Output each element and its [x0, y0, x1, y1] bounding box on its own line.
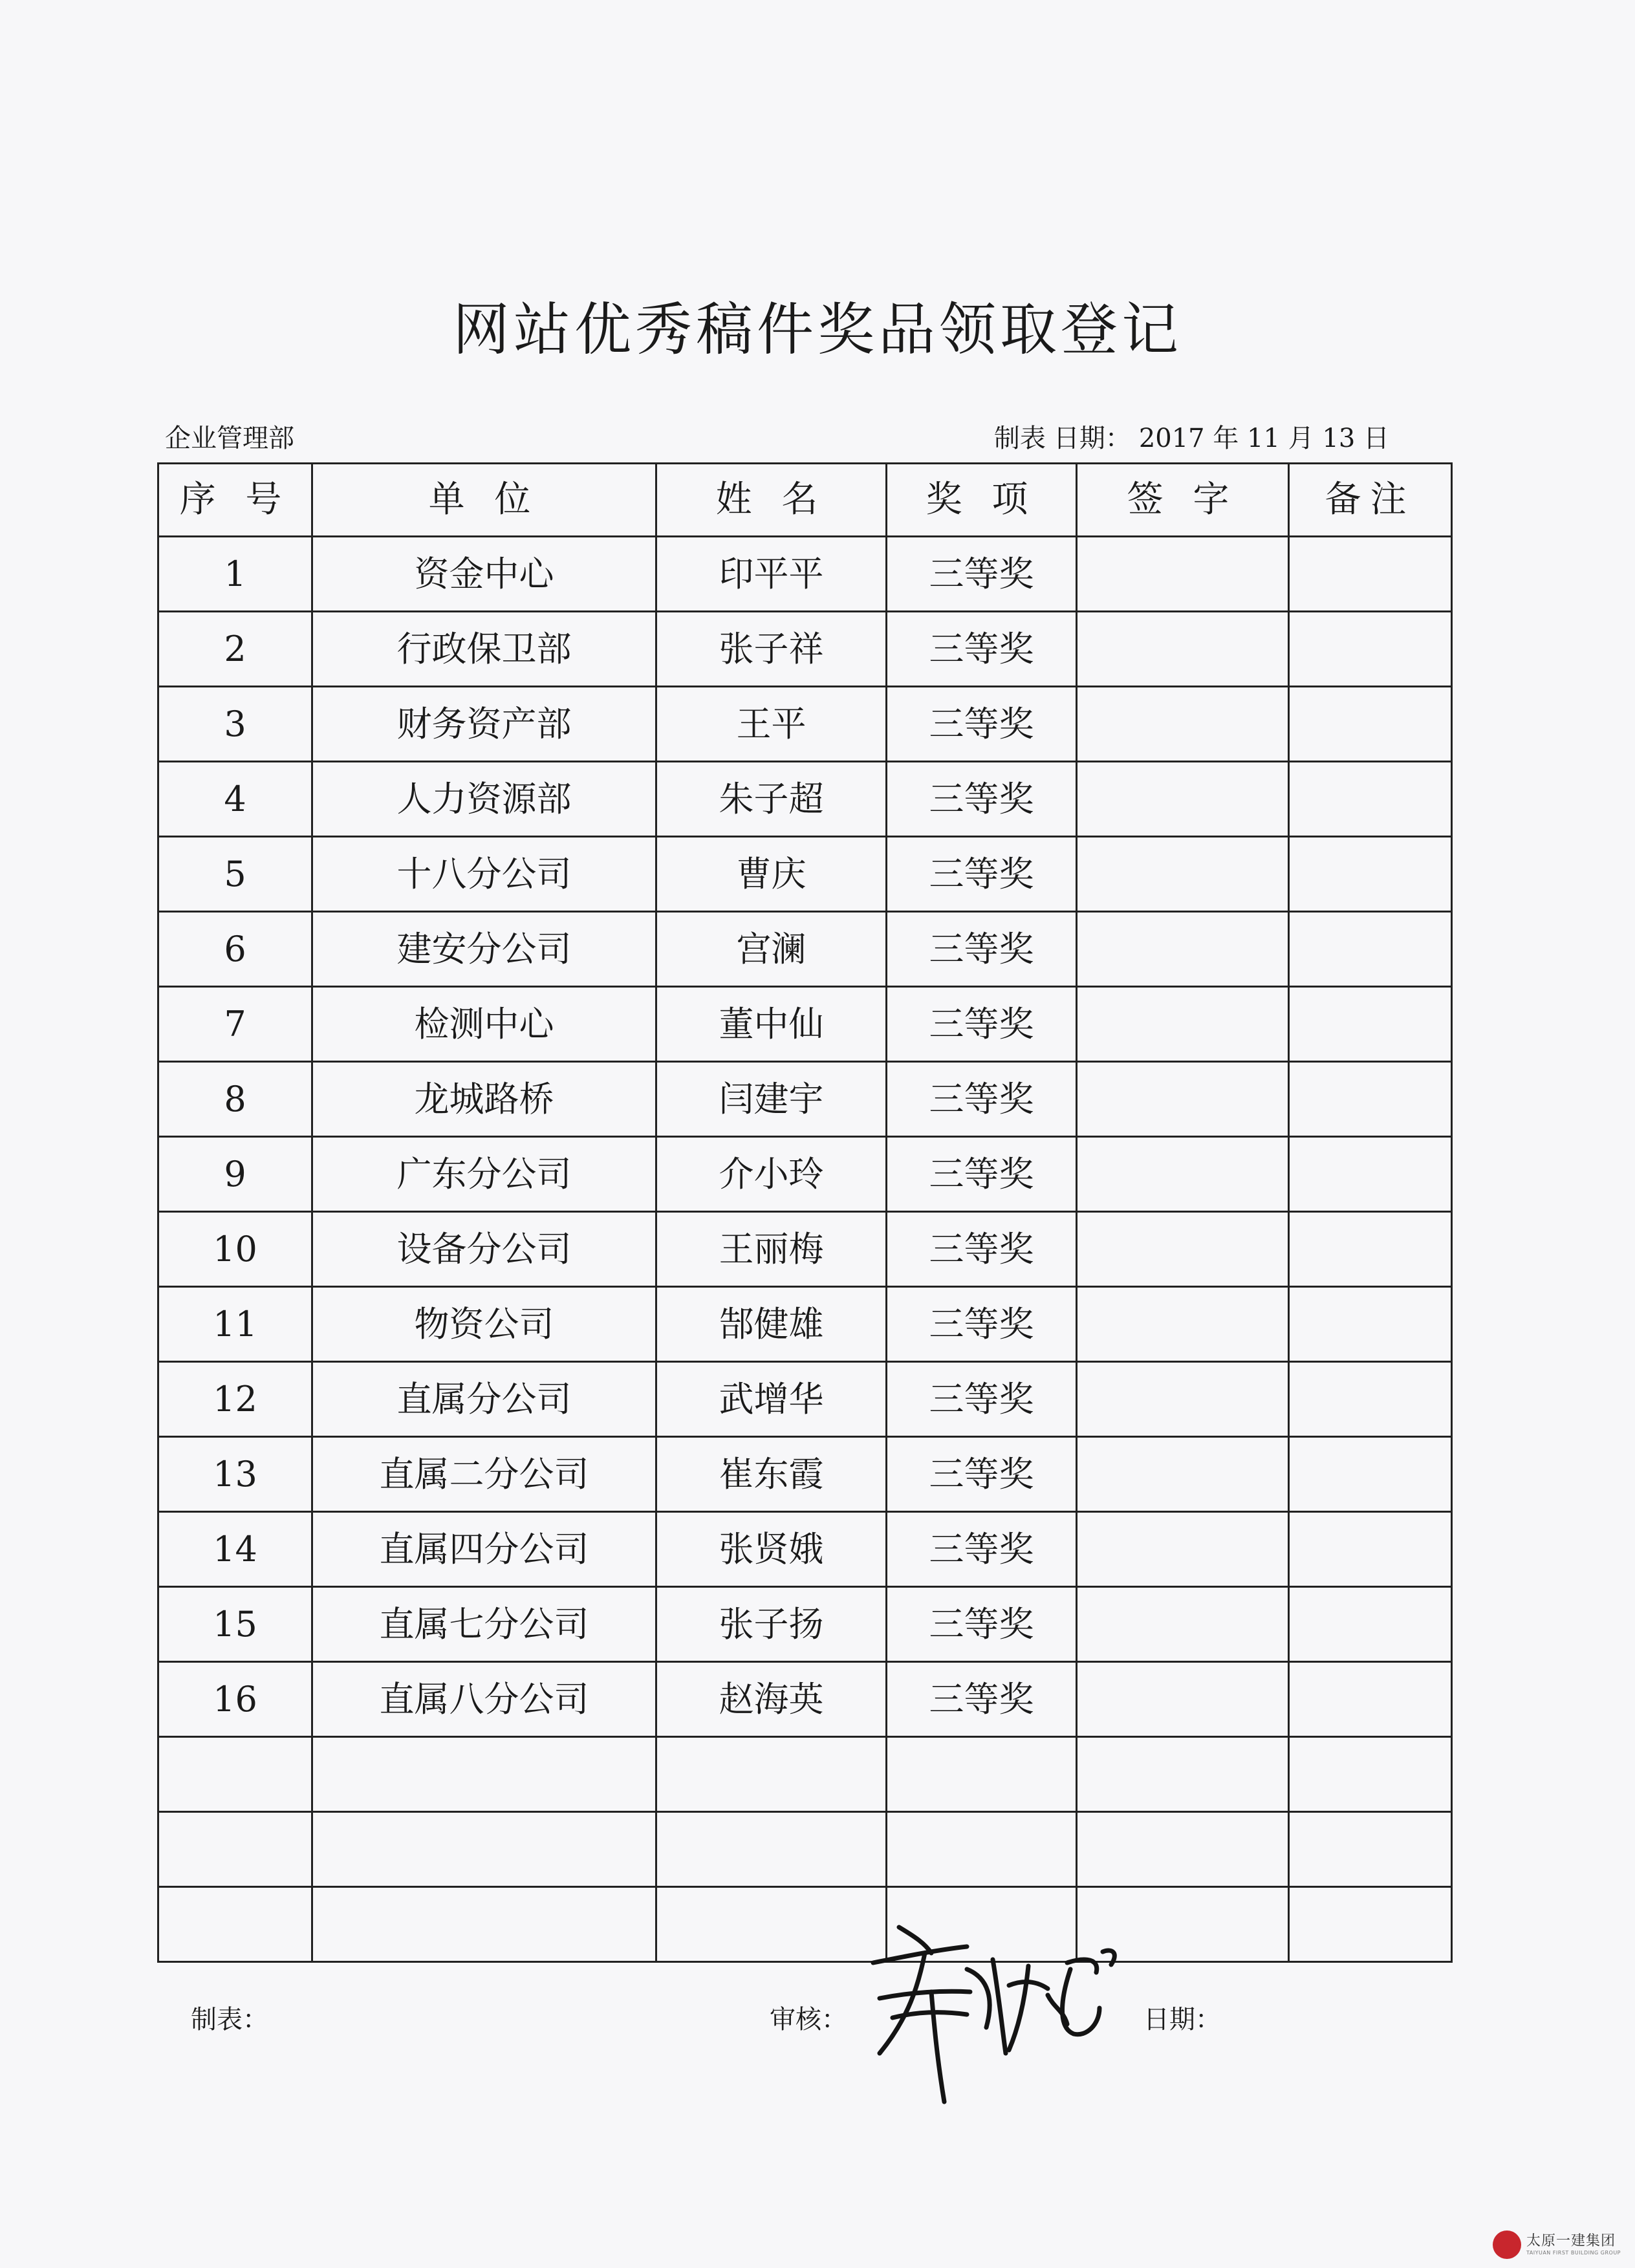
cell-award: 三等奖: [887, 1362, 1077, 1437]
cell-no: 12: [158, 1362, 312, 1437]
cell-unit: [312, 1812, 656, 1887]
cell-unit: 直属四分公司: [312, 1512, 656, 1587]
cell-no: 1: [158, 537, 312, 612]
cell-name: 董中仙: [656, 987, 887, 1062]
cell-no: 3: [158, 687, 312, 762]
cell-award: 三等奖: [887, 1587, 1077, 1662]
cell-note: [1289, 1212, 1452, 1287]
cell-name: 朱子超: [656, 762, 887, 837]
header-signature: 签 字: [1077, 464, 1289, 537]
cell-no: 2: [158, 612, 312, 687]
cell-no: 4: [158, 762, 312, 837]
cell-signature: [1077, 1137, 1289, 1212]
cell-signature: [1077, 537, 1289, 612]
cell-signature: [1077, 612, 1289, 687]
cell-note: [1289, 612, 1452, 687]
header-no: 序 号: [158, 464, 312, 537]
cell-no: 15: [158, 1587, 312, 1662]
footer-reviewer-label: 审核：: [770, 2005, 847, 2035]
table-row: [158, 1887, 1452, 1962]
cell-unit: 广东分公司: [312, 1137, 656, 1212]
cell-award: 三等奖: [887, 537, 1077, 612]
date-line-maker-label: 制表: [993, 424, 1046, 453]
cell-award: 三等奖: [887, 762, 1077, 837]
cell-name: 宫澜: [656, 912, 887, 987]
cell-name: 介小玲: [656, 1137, 887, 1212]
table-row: [158, 1362, 1452, 1437]
cell-signature: [1077, 687, 1289, 762]
cell-signature: [1077, 762, 1289, 837]
cell-signature: [1077, 1212, 1289, 1287]
cell-unit: 直属分公司: [312, 1362, 656, 1437]
cell-award: 三等奖: [887, 987, 1077, 1062]
cell-unit: 直属八分公司: [312, 1662, 656, 1737]
cell-note: [1289, 1137, 1452, 1212]
table-row: [158, 987, 1452, 1062]
cell-unit: 资金中心: [312, 537, 656, 612]
header-name: 姓 名: [656, 464, 887, 537]
cell-award: 三等奖: [887, 912, 1077, 987]
cell-signature: [1077, 1512, 1289, 1587]
cell-note: [1289, 837, 1452, 912]
cell-award: 三等奖: [887, 1137, 1077, 1212]
cell-name: 王平: [656, 687, 887, 762]
cell-name: 赵海英: [656, 1662, 887, 1737]
header-note: 备注: [1289, 464, 1452, 537]
table-row: [158, 687, 1452, 762]
cell-name: [656, 1737, 887, 1812]
cell-signature: [1077, 1362, 1289, 1437]
cell-note: [1289, 1437, 1452, 1512]
cell-no: 6: [158, 912, 312, 987]
cell-no: [158, 1887, 312, 1962]
cell-unit: 行政保卫部: [312, 612, 656, 687]
cell-no: 8: [158, 1062, 312, 1137]
cell-no: [158, 1737, 312, 1812]
cell-name: 崔东霞: [656, 1437, 887, 1512]
cell-signature: [1077, 987, 1289, 1062]
cell-award: 三等奖: [887, 1662, 1077, 1737]
cell-signature: [1077, 1812, 1289, 1887]
table-row: [158, 1512, 1452, 1587]
date-line-date-value: 2017 年 11 月 13 日: [1138, 424, 1389, 453]
register-table: [157, 462, 1453, 1963]
date-line-date-label: 日期：: [1053, 424, 1131, 453]
department-label: 企业管理部: [165, 424, 294, 453]
page-title: 网站优秀稿件奖品领取登记: [452, 296, 1182, 363]
cell-signature: [1077, 1437, 1289, 1512]
cell-award: 三等奖: [887, 837, 1077, 912]
cell-no: 14: [158, 1512, 312, 1587]
cell-note: [1289, 1587, 1452, 1662]
cell-name: 张子扬: [656, 1587, 887, 1662]
logo-name-en: TAIYUAN FIRST BUILDING GROUP: [1526, 2249, 1621, 2256]
cell-no: 13: [158, 1437, 312, 1512]
table-row: [158, 837, 1452, 912]
logo-name-cn: 太原一建集团: [1526, 2232, 1616, 2249]
cell-note: [1289, 912, 1452, 987]
cell-note: [1289, 1287, 1452, 1362]
cell-signature: [1077, 837, 1289, 912]
cell-note: [1289, 1062, 1452, 1137]
cell-signature: [1077, 1062, 1289, 1137]
cell-no: 9: [158, 1137, 312, 1212]
cell-note: [1289, 1737, 1452, 1812]
table-row: [158, 1737, 1452, 1812]
table-header-row: [158, 464, 1452, 537]
table-row: [158, 1287, 1452, 1362]
cell-unit: 直属七分公司: [312, 1587, 656, 1662]
cell-no: 7: [158, 987, 312, 1062]
cell-note: [1289, 687, 1452, 762]
logo-icon: [1493, 2230, 1521, 2259]
header-award: 奖 项: [887, 464, 1077, 537]
cell-note: [1289, 762, 1452, 837]
cell-award: 三等奖: [887, 1437, 1077, 1512]
table-row: [158, 612, 1452, 687]
cell-name: [656, 1812, 887, 1887]
cell-note: [1289, 1662, 1452, 1737]
cell-unit: 检测中心: [312, 987, 656, 1062]
cell-unit: 建安分公司: [312, 912, 656, 987]
cell-signature: [1077, 1662, 1289, 1737]
footer-date-label: 日期：: [1143, 2005, 1221, 2035]
cell-note: [1289, 987, 1452, 1062]
cell-no: 10: [158, 1212, 312, 1287]
table-row: [158, 912, 1452, 987]
cell-unit: 人力资源部: [312, 762, 656, 837]
cell-name: 张贤娥: [656, 1512, 887, 1587]
cell-note: [1289, 1812, 1452, 1887]
cell-award: [887, 1737, 1077, 1812]
cell-unit: 财务资产部: [312, 687, 656, 762]
cell-unit: 十八分公司: [312, 837, 656, 912]
cell-name: 张子祥: [656, 612, 887, 687]
cell-award: 三等奖: [887, 1512, 1077, 1587]
cell-unit: [312, 1887, 656, 1962]
cell-note: [1289, 1362, 1452, 1437]
cell-award: [887, 1812, 1077, 1887]
cell-unit: [312, 1737, 656, 1812]
table-row: [158, 762, 1452, 837]
table-row: [158, 1062, 1452, 1137]
cell-name: 郜健雄: [656, 1287, 887, 1362]
footer-maker-label: 制表：: [191, 2005, 268, 2035]
company-logo: [1493, 2230, 1621, 2259]
cell-unit: 物资公司: [312, 1287, 656, 1362]
table-row: [158, 1212, 1452, 1287]
table-row: [158, 1662, 1452, 1737]
cell-name: 曹庆: [656, 837, 887, 912]
cell-name: 闫建宇: [656, 1062, 887, 1137]
table-row: [158, 1137, 1452, 1212]
cell-note: [1289, 1887, 1452, 1962]
cell-signature: [1077, 1587, 1289, 1662]
cell-award: 三等奖: [887, 1212, 1077, 1287]
reviewer-signature: [854, 1914, 1125, 2108]
table-row: [158, 1437, 1452, 1512]
cell-note: [1289, 537, 1452, 612]
cell-no: 5: [158, 837, 312, 912]
cell-signature: [1077, 912, 1289, 987]
cell-signature: [1077, 1737, 1289, 1812]
table-row: [158, 1812, 1452, 1887]
cell-no: [158, 1812, 312, 1887]
cell-unit: 龙城路桥: [312, 1062, 656, 1137]
cell-name: [656, 1887, 887, 1962]
cell-no: 16: [158, 1662, 312, 1737]
table-row: [158, 1587, 1452, 1662]
cell-signature: [1077, 1287, 1289, 1362]
cell-award: 三等奖: [887, 1287, 1077, 1362]
cell-award: 三等奖: [887, 1062, 1077, 1137]
cell-name: 印平平: [656, 537, 887, 612]
date-line: [994, 420, 1389, 457]
header-unit: 单 位: [312, 464, 656, 537]
cell-name: 武增华: [656, 1362, 887, 1437]
cell-name: 王丽梅: [656, 1212, 887, 1287]
cell-unit: 直属二分公司: [312, 1437, 656, 1512]
cell-unit: 设备分公司: [312, 1212, 656, 1287]
table-row: [158, 537, 1452, 612]
cell-no: 11: [158, 1287, 312, 1362]
cell-award: 三等奖: [887, 612, 1077, 687]
cell-note: [1289, 1512, 1452, 1587]
cell-award: 三等奖: [887, 687, 1077, 762]
